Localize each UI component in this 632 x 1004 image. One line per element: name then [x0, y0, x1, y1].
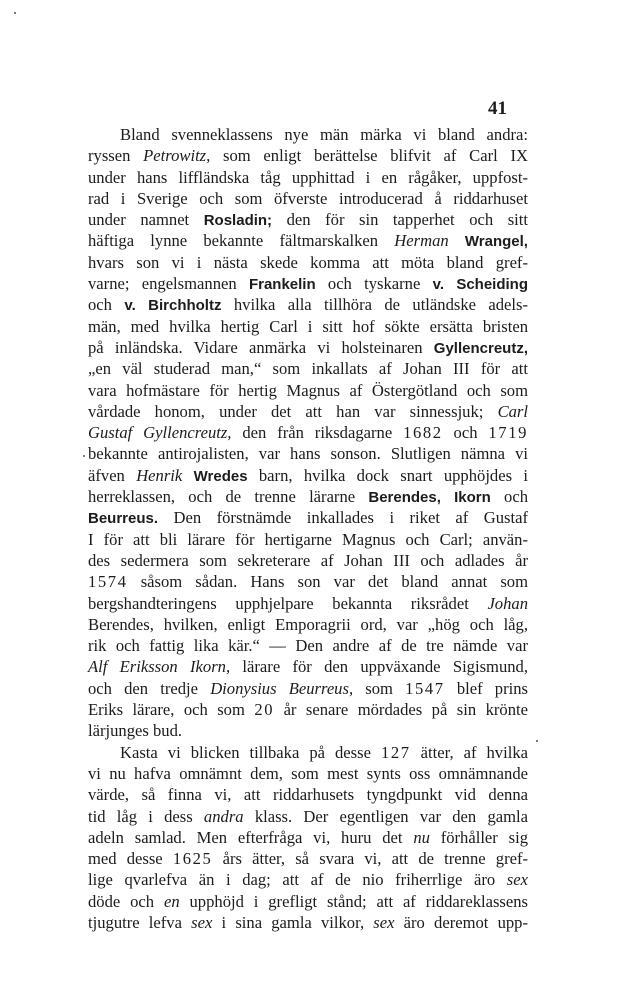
text-line [88, 358, 528, 379]
text-run: ryssen [88, 146, 144, 166]
text-line [88, 316, 528, 337]
text-run: ätter, af hvilka [410, 742, 528, 762]
italic-text: andra [203, 806, 244, 826]
text-run: vårdade honom, under det att han var sinnessjuk; [88, 401, 498, 421]
name-emphasis: Wrangel, [464, 233, 528, 251]
text-line [88, 784, 528, 805]
text-line [88, 869, 528, 890]
text-run: Den förstnämde inkallades i riket af Gustaf [158, 508, 528, 528]
text-run: den för sin tapperhet och sitt [272, 210, 528, 230]
italic-text: Petrowitz, [143, 146, 211, 166]
text-line [88, 614, 528, 635]
italic-text: Dionysius Beurreus, [210, 678, 354, 698]
text-run: under namnet [88, 210, 204, 230]
text-line [88, 720, 528, 741]
name-emphasis: Berendes, Ikorn [368, 489, 491, 507]
text-run: lige qvarlefva än i dag; att af de nio friherrlige äro [88, 870, 507, 890]
text-line [88, 507, 528, 528]
text-run: herreklassen, och de trenne lärarne [88, 487, 369, 507]
text-run [449, 231, 465, 250]
year-number: 1682 [403, 423, 443, 443]
text-run: rad i Sverige och som öfverste introducerad å riddarhuset [88, 188, 528, 208]
text-run: „en väl studerad man,“ som inkallats af Johan III för att [88, 359, 528, 379]
text-line [88, 443, 528, 464]
name-emphasis: v. Birchholtz [124, 297, 222, 315]
text-run: tjugutre lefva [88, 912, 192, 932]
text-run: under hans liffländska tåg upphittad i en rågåker, uppfost- [88, 167, 528, 187]
italic-text: sex [191, 912, 213, 932]
text-line [88, 230, 528, 251]
text-line [88, 294, 528, 315]
italic-text: sex [373, 912, 395, 932]
text-line [88, 167, 528, 188]
margin-speck [14, 12, 16, 14]
text-run: Berendes, hvilken, enligt Emporagrii ord, var „hög och låg, [88, 614, 528, 634]
text-line [88, 401, 528, 422]
text-run: i sina gamla vilkor, [212, 912, 374, 932]
text-line [88, 486, 528, 507]
text-run: år senare mördades på sin krönte [274, 700, 528, 720]
text-run: och [88, 295, 125, 315]
year-number: 127 [380, 742, 411, 762]
text-line [88, 848, 528, 869]
name-emphasis: Beurreus. [88, 510, 159, 528]
name-emphasis: Gyllencreutz, [433, 339, 528, 357]
text-line [88, 145, 528, 166]
text-run: och [490, 487, 528, 507]
text-run: klass. Der egentligen var den gamla [243, 806, 528, 826]
text-line [88, 742, 528, 763]
text-run: män, med hvilka hertig Carl i sitt hof sökte ersätta bristen [88, 316, 528, 336]
body-text [88, 124, 528, 933]
italic-text: Alf Eriksson Ikorn, [88, 657, 231, 677]
text-run: och [442, 423, 489, 443]
text-run: Bland svenneklassens nye män märka vi bland andra: [120, 125, 528, 144]
text-line [88, 806, 528, 827]
text-line [88, 550, 528, 571]
text-run: vara hofmästare för hertig Magnus af Östergötland och som [88, 380, 528, 400]
year-number: 1547 [405, 678, 445, 698]
italic-text: Johan [487, 593, 528, 613]
text-run: lärjunges bud. [88, 721, 183, 741]
text-run: den från riksdagarne [231, 423, 404, 443]
italic-text: sex [506, 870, 528, 890]
text-run: upphöjd i grefligt stånd; att af riddareklassens [179, 891, 528, 911]
text-run: äro deremot upp- [394, 912, 529, 932]
text-line [88, 891, 528, 912]
text-line [88, 252, 528, 273]
text-run: på inländska. Vidare anmärka vi holsteinaren [88, 337, 434, 357]
name-emphasis: v. Scheiding [432, 276, 528, 294]
text-run: bergshandteringens upphjelpare bekannta riksrådet [88, 593, 488, 613]
text-run: blef prins [444, 678, 528, 698]
name-emphasis: Rosladin; [203, 212, 273, 230]
italic-text: Carl [497, 401, 528, 421]
text-line [88, 273, 528, 294]
text-run: förhåller sig [429, 827, 528, 847]
text-run: varne; engelsmannen [88, 274, 249, 294]
text-run: äfven [88, 465, 137, 485]
text-line [88, 593, 528, 614]
text-run: och den tredje [88, 678, 211, 698]
text-run: döde och [88, 891, 164, 911]
text-run: tid låg i dess [88, 806, 204, 826]
italic-text: nu [413, 827, 430, 847]
margin-speck [536, 740, 538, 742]
italic-text: Herman [394, 231, 449, 251]
text-line [88, 571, 528, 592]
margin-speck [83, 455, 85, 457]
text-run: års ätter, så svara vi, att de trenne gref- [212, 849, 529, 869]
text-run: hvilka alla tillhöra de utländske adels- [221, 295, 529, 315]
italic-text: en [163, 891, 180, 911]
page-number: 41 [488, 98, 507, 119]
name-emphasis: Frankelin [248, 276, 316, 294]
text-line [88, 465, 528, 486]
text-line [88, 337, 528, 358]
text-line [88, 827, 528, 848]
text-line [88, 380, 528, 401]
italic-text: Gustaf Gyllencreutz, [88, 423, 232, 443]
text-line [88, 699, 528, 720]
text-run: Eriks lärare, och som [88, 700, 255, 720]
text-run: som [353, 678, 406, 698]
text-run: värde, så finna vi, att riddarhusets tyngdpunkt vid denna [88, 785, 528, 805]
text-line [88, 763, 528, 784]
text-run: Kasta vi blicken tillbaka på desse [120, 742, 381, 762]
text-run: vi nu hafva omnämnt dem, som mest synts oss omnämnande [88, 763, 528, 783]
year-number: 20 [254, 700, 275, 720]
text-run: bekannte antirojalisten, var hans sonson. Slutligen nämna vi [88, 444, 528, 464]
text-run: adeln samlad. Men efterfråga vi, huru det [88, 827, 414, 847]
text-run: rik och fattig lika kär.“ — Den andre af de tre nämde var [88, 636, 528, 656]
text-line [88, 635, 528, 656]
year-number: 1625 [172, 849, 213, 869]
text-run: häftiga lynne bekannte fältmarskalken [88, 231, 395, 251]
text-line [88, 912, 528, 933]
text-run: I för att bli lärare för hertigarne Magnus och Carl; använ- [88, 529, 528, 549]
text-line [88, 678, 528, 699]
text-line [88, 188, 528, 209]
text-run: des sedermera som sekreterare af Johan III och adlades år [88, 550, 528, 570]
year-number: 1574 [88, 572, 128, 592]
text-run: såsom sådan. Hans son var det bland annat som [127, 572, 528, 592]
text-line [88, 529, 528, 550]
text-line [88, 656, 528, 677]
text-run: barn, hvilka dock snart upphöjdes i [247, 465, 528, 485]
text-run: och tyskarne [315, 274, 433, 294]
text-run: med desse [88, 849, 173, 869]
text-run: som enligt berättelse blifvit af Carl IX [210, 146, 528, 166]
text-run: hvars son vi i nästa skede komma att möta bland gref- [88, 252, 528, 272]
text-run: lärare för den uppväxande Sigismund, [230, 657, 528, 677]
text-line [88, 422, 528, 443]
italic-text: Henrik [136, 465, 183, 485]
text-line [88, 124, 528, 145]
text-line [88, 209, 528, 230]
name-emphasis: Wredes [193, 467, 248, 485]
text-run [182, 466, 193, 485]
year-number: 1719 [488, 423, 528, 443]
